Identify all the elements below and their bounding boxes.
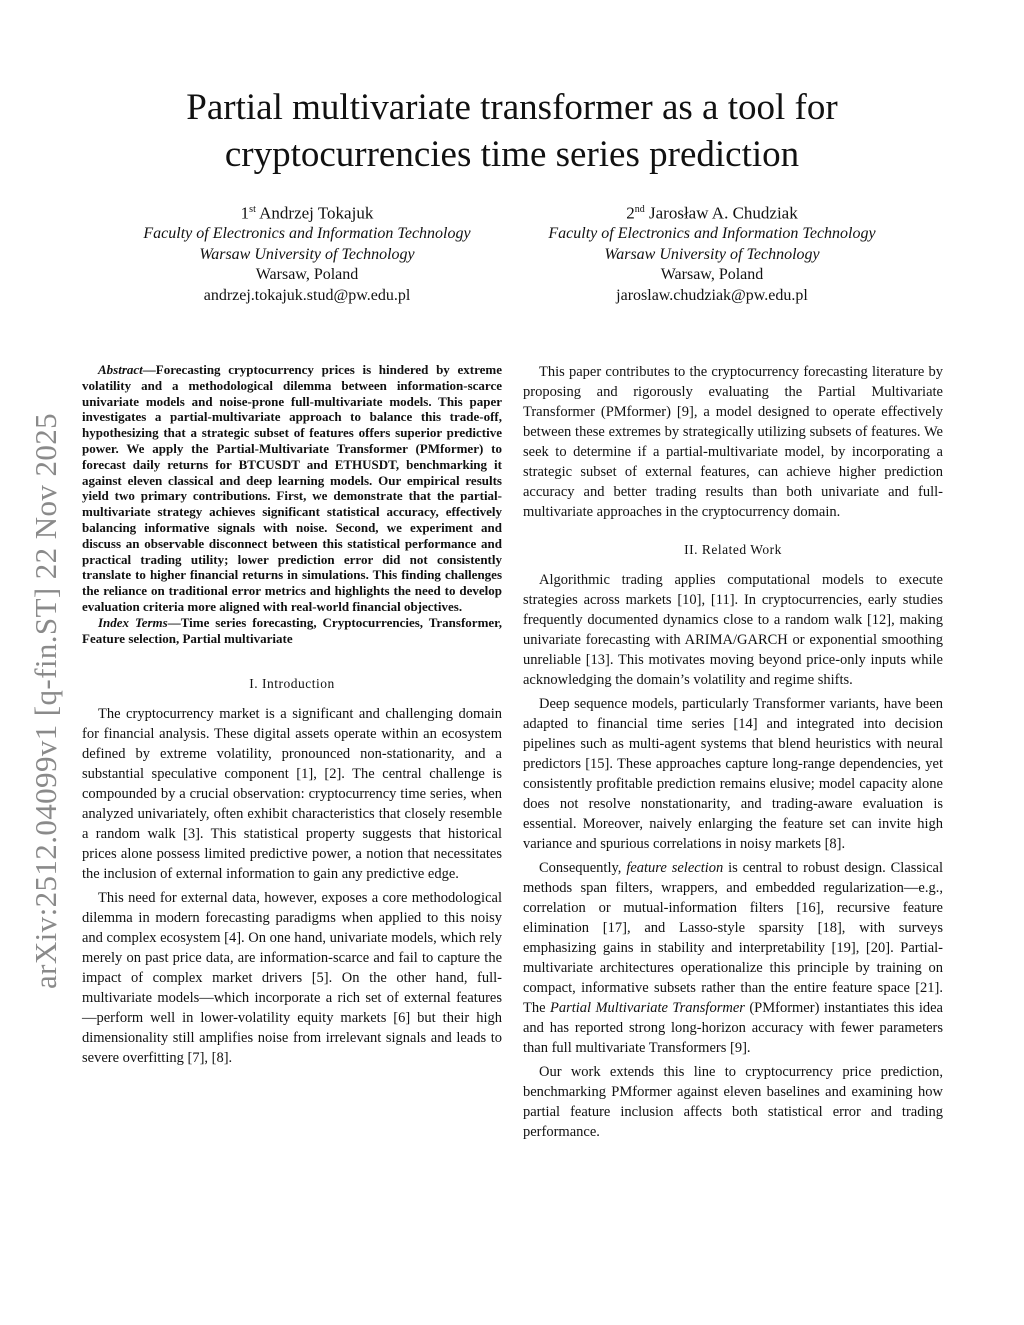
author-2-faculty: Faculty of Electronics and Information Technology	[548, 225, 876, 243]
related-p3-part-a: Consequently,	[539, 860, 627, 876]
related-paragraph-4: Our work extends this line to cryptocurrency price prediction, benchmarking PMformer against eleven baselines and examining how partial feature inclusion affects both statistical error and trading performance.	[523, 1064, 943, 1140]
author-1-name-line	[97, 200, 517, 224]
section-heading-related-work: II. Related Work	[684, 542, 782, 557]
related-p3-part-c: (PMformer) instantiates this idea and has reported strong long-horizon accuracy with fewer parameters than full multivariate Transformers [9].	[523, 1000, 943, 1056]
title-line-2: cryptocurrencies time series prediction	[224, 134, 800, 175]
section-heading-introduction: I. Introduction	[249, 676, 335, 692]
index-terms	[82, 615, 502, 647]
author-2-email: jaroslaw.chudziak@pw.edu.pl	[616, 286, 808, 304]
title-line-1: Partial multivariate transformer as a tool for	[186, 87, 838, 128]
contribution-paragraph: This paper contributes to the cryptocurrency forecasting literature by proposing and rigorously evaluating the Partial Multivariate Transformer (PMformer) [9], a model designed to operate effectively between these extremes by strategically utilizing subsets of features. We seek to determine if a partial-multivariate model, by incorporating a strategic subset of external features, can achieve higher prediction accuracy and better trading results than both univariate and full-multivariate approaches in the cryptocurrency domain.	[523, 364, 943, 520]
author-2-ordinal-suffix: nd	[634, 204, 645, 215]
index-terms-text: —Time series forecasting, Cryptocurrencies, Transformer, Feature selection, Partial multivariate	[82, 614, 502, 646]
related-paragraph-2: Deep sequence models, particularly Transformer variants, have been adapted to financial time series [14] and integrated into decision pipelines such as multi-agent systems that blend heuristics with neural predictors [15]. These approaches capture long-range dependencies, yet consistently profitable prediction remains elusive; model capacity alone does not resolve nonstationarity, and trading-aware evaluation is essential. Moreover, naively enlarging the feature set can invite high variance and spurious correlations in noisy markets [8].	[523, 696, 943, 852]
author-2-location: Warsaw, Poland	[660, 266, 764, 284]
author-block-2	[502, 200, 922, 306]
author-block-1	[97, 200, 517, 306]
abstract	[82, 362, 502, 615]
related-p3-emphasis-2: Partial Multivariate Transformer	[549, 1000, 745, 1016]
author-1-university: Warsaw University of Technology	[199, 245, 415, 263]
abstract-label: Abstract	[98, 362, 143, 377]
related-p3-emphasis: feature selection	[626, 860, 724, 876]
author-2-name-line	[502, 200, 922, 224]
abstract-text: —Forecasting cryptocurrency prices is hindered by extreme volatility and a methodological dilemma between information-scarce univariate models and noise-prone full-multivariate models. This paper investigates a partial-multivariate approach to balance this trade-off, hypothesizing that a strategic subset of features offers superior predictive power. We apply the Partial-Multivariate Transformer (PMformer) to forecast daily returns for BTCUSDT and ETHUSDT, benchmarking it against eleven classical and deep learning models. Our empirical results yield two primary contributions. First, we demonstrate that the partial-multivariate strategy achieves significant statistical accuracy, effectively balancing informative signals with noise. Second, we experiment and discuss an observable disconnect between this statistical performance and practical trading utility; lower prediction error did not consistently translate to higher financial returns in simulations. This finding challenges the reliance on traditional error metrics and highlights the need to develop evaluation criteria more aligned with real-world financial objectives.	[82, 362, 502, 614]
related-p3-part-b: is central to robust design. Classical methods span filters, wrappers, and embedded regularization—e.g., correlation or mutual-information filters [16], recursive feature elimination [17], and Lasso-style sparsity [18], with surveys emphasizing gains in stability and interpretability [19], [20]. Partial-multivariate architectures operationalize this principle by training on compact, informative subsets rather than the entire feature space [21]. The	[523, 860, 943, 1016]
intro-paragraph-1: The cryptocurrency market is a significant and challenging domain for financial analysis. These digital assets operate within an ecosystem defined by extreme volatility, pronounced non-stationarity, and a substantial speculative component [1], [2]. The central challenge is compounded by a crucial observation: cryptocurrency time series, when analyzed univariately, often exhibit characteristics that closely resemble a random walk [3]. This statistical property suggests that historical prices alone possess limited predictive power, a notion that necessitates the inclusion of external information to gain any predictive edge.	[82, 706, 502, 883]
related-paragraph-3	[523, 858, 943, 1058]
right-column	[523, 362, 943, 1142]
left-column	[82, 362, 502, 1068]
intro-paragraph-2: This need for external data, however, exposes a core methodological dilemma in modern forecasting paradigms when applied to this noisy and complex ecosystem [4]. On one hand, univariate models, which rely merely on past price data, are information-scarce and fail to capture the impact of complex market drivers [5]. On the other hand, full-multivariate models—which incorporate a rich set of external features—perform well in lower-volatility equity markets [6] but their high dimensionality still amplifies noise from irrelevant signals and leads to severe overfitting [7], [8].	[82, 890, 502, 1067]
author-2-university: Warsaw University of Technology	[604, 245, 820, 263]
author-2-name: Jarosław A. Chudziak	[649, 203, 798, 223]
author-1-faculty: Faculty of Electronics and Information Technology	[143, 225, 471, 243]
arxiv-stamp: arXiv:2512.04099v1 [q-fin.ST] 22 Nov 2025	[28, 412, 63, 989]
author-2-ordinal: 2	[626, 203, 635, 223]
author-1-ordinal: 1	[240, 203, 250, 223]
paper-title	[100, 84, 924, 178]
author-1-ordinal-suffix: st	[249, 204, 256, 215]
related-paragraph-1: Algorithmic trading applies computational models to execute strategies across markets [10], [11]. In cryptocurrencies, early studies frequently documented dynamics close to a random walk [12], making univariate forecasting with ARIMA/GARCH or exponential smoothing unreliable [13]. This motivates moving beyond price-only inputs while acknowledging the domain’s volatility and regime shifts.	[523, 572, 943, 688]
author-1-location: Warsaw, Poland	[255, 266, 359, 284]
author-1-email: andrzej.tokajuk.stud@pw.edu.pl	[203, 286, 411, 304]
author-1-name: Andrzej Tokajuk	[259, 203, 374, 223]
index-terms-label: Index Terms	[98, 614, 168, 630]
